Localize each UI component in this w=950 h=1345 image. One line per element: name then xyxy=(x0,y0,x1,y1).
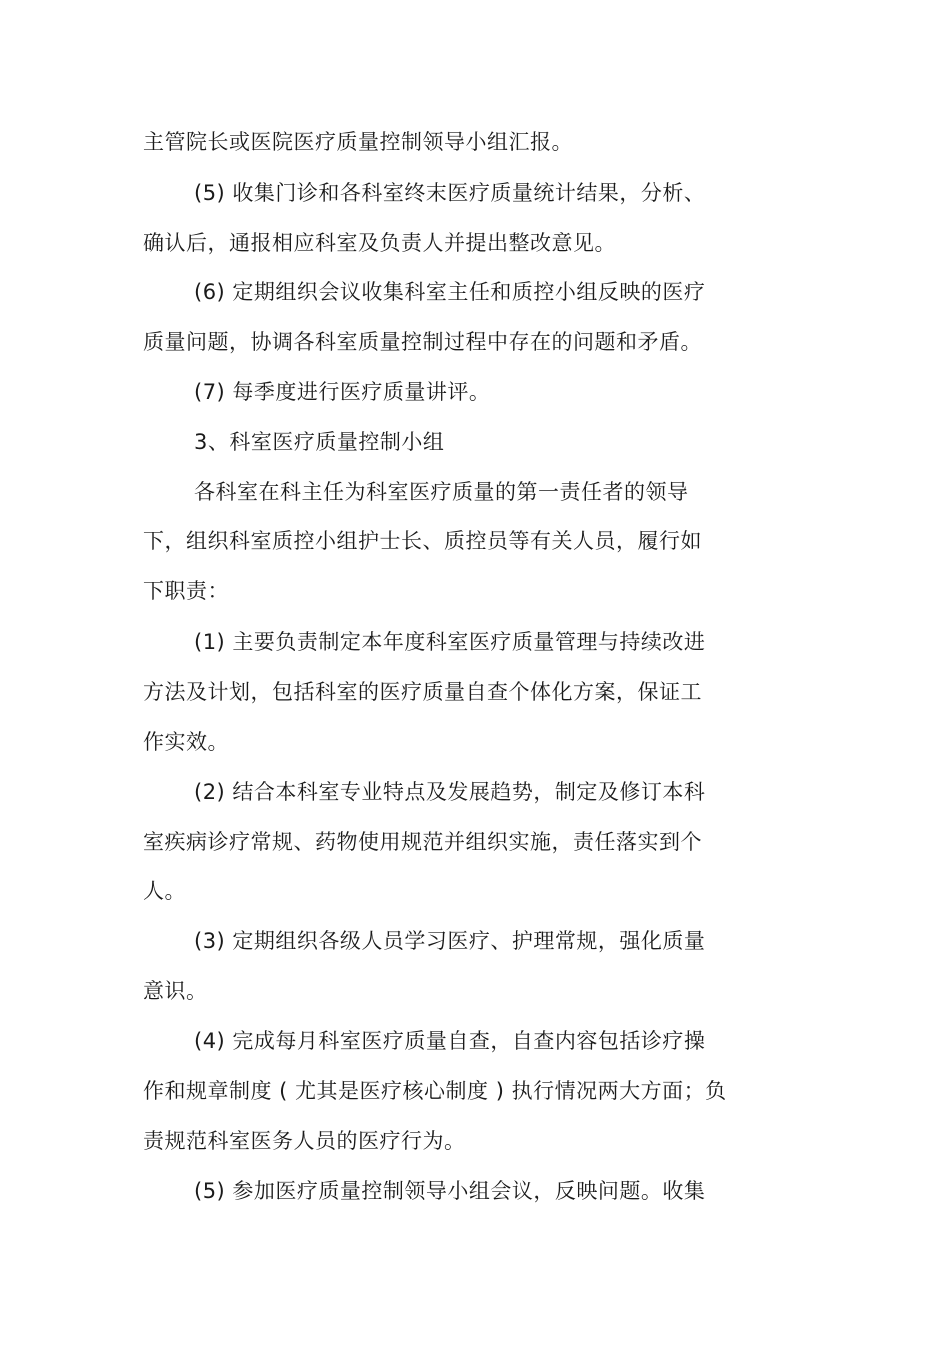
text-line: 意识。 xyxy=(143,979,208,1003)
text-line: 确认后，通报相应科室及负责人并提出整改意见。 xyxy=(143,231,616,255)
text-line: 方法及计划，包括科室的医疗质量自查个体化方案，保证工 xyxy=(143,680,702,704)
text-line: 下职责： xyxy=(143,579,229,603)
text-line: 下，组织科室质控小组护士长、质控员等有关人员，履行如 xyxy=(143,529,702,553)
text-line: 责规范科室医务人员的医疗行为。 xyxy=(143,1129,466,1153)
text-line: (1) 主要负责制定本年度科室医疗质量管理与持续改进 xyxy=(194,630,706,654)
text-line: 各科室在科主任为科室医疗质量的第一责任者的领导 xyxy=(194,480,689,504)
text-line: 作和规章制度 ( 尤其是医疗核心制度 ) 执行情况两大方面；负 xyxy=(143,1079,727,1103)
text-line: 主管院长或医院医疗质量控制领导小组汇报。 xyxy=(143,130,573,154)
text-line: 作实效。 xyxy=(143,730,229,754)
text-line: 室疾病诊疗常规、药物使用规范并组织实施，责任落实到个 xyxy=(143,830,702,854)
text-line: (7) 每季度进行医疗质量讲评。 xyxy=(194,380,491,404)
section-heading: 3、科室医疗质量控制小组 xyxy=(194,430,445,454)
text-line: (5) 收集门诊和各科室终末医疗质量统计结果，分析、 xyxy=(194,181,706,205)
text-line: (2) 结合本科室专业特点及发展趋势，制定及修订本科 xyxy=(194,780,706,804)
text-line: 质量问题，协调各科室质量控制过程中存在的问题和矛盾。 xyxy=(143,330,702,354)
text-line: (3) 定期组织各级人员学习医疗、护理常规，强化质量 xyxy=(194,929,706,953)
text-line: (4) 完成每月科室医疗质量自查，自查内容包括诊疗操 xyxy=(194,1029,706,1053)
text-line: (5) 参加医疗质量控制领导小组会议，反映问题。收集 xyxy=(194,1179,706,1203)
text-line: 人。 xyxy=(143,879,186,903)
text-line: (6) 定期组织会议收集科室主任和质控小组反映的医疗 xyxy=(194,280,706,304)
